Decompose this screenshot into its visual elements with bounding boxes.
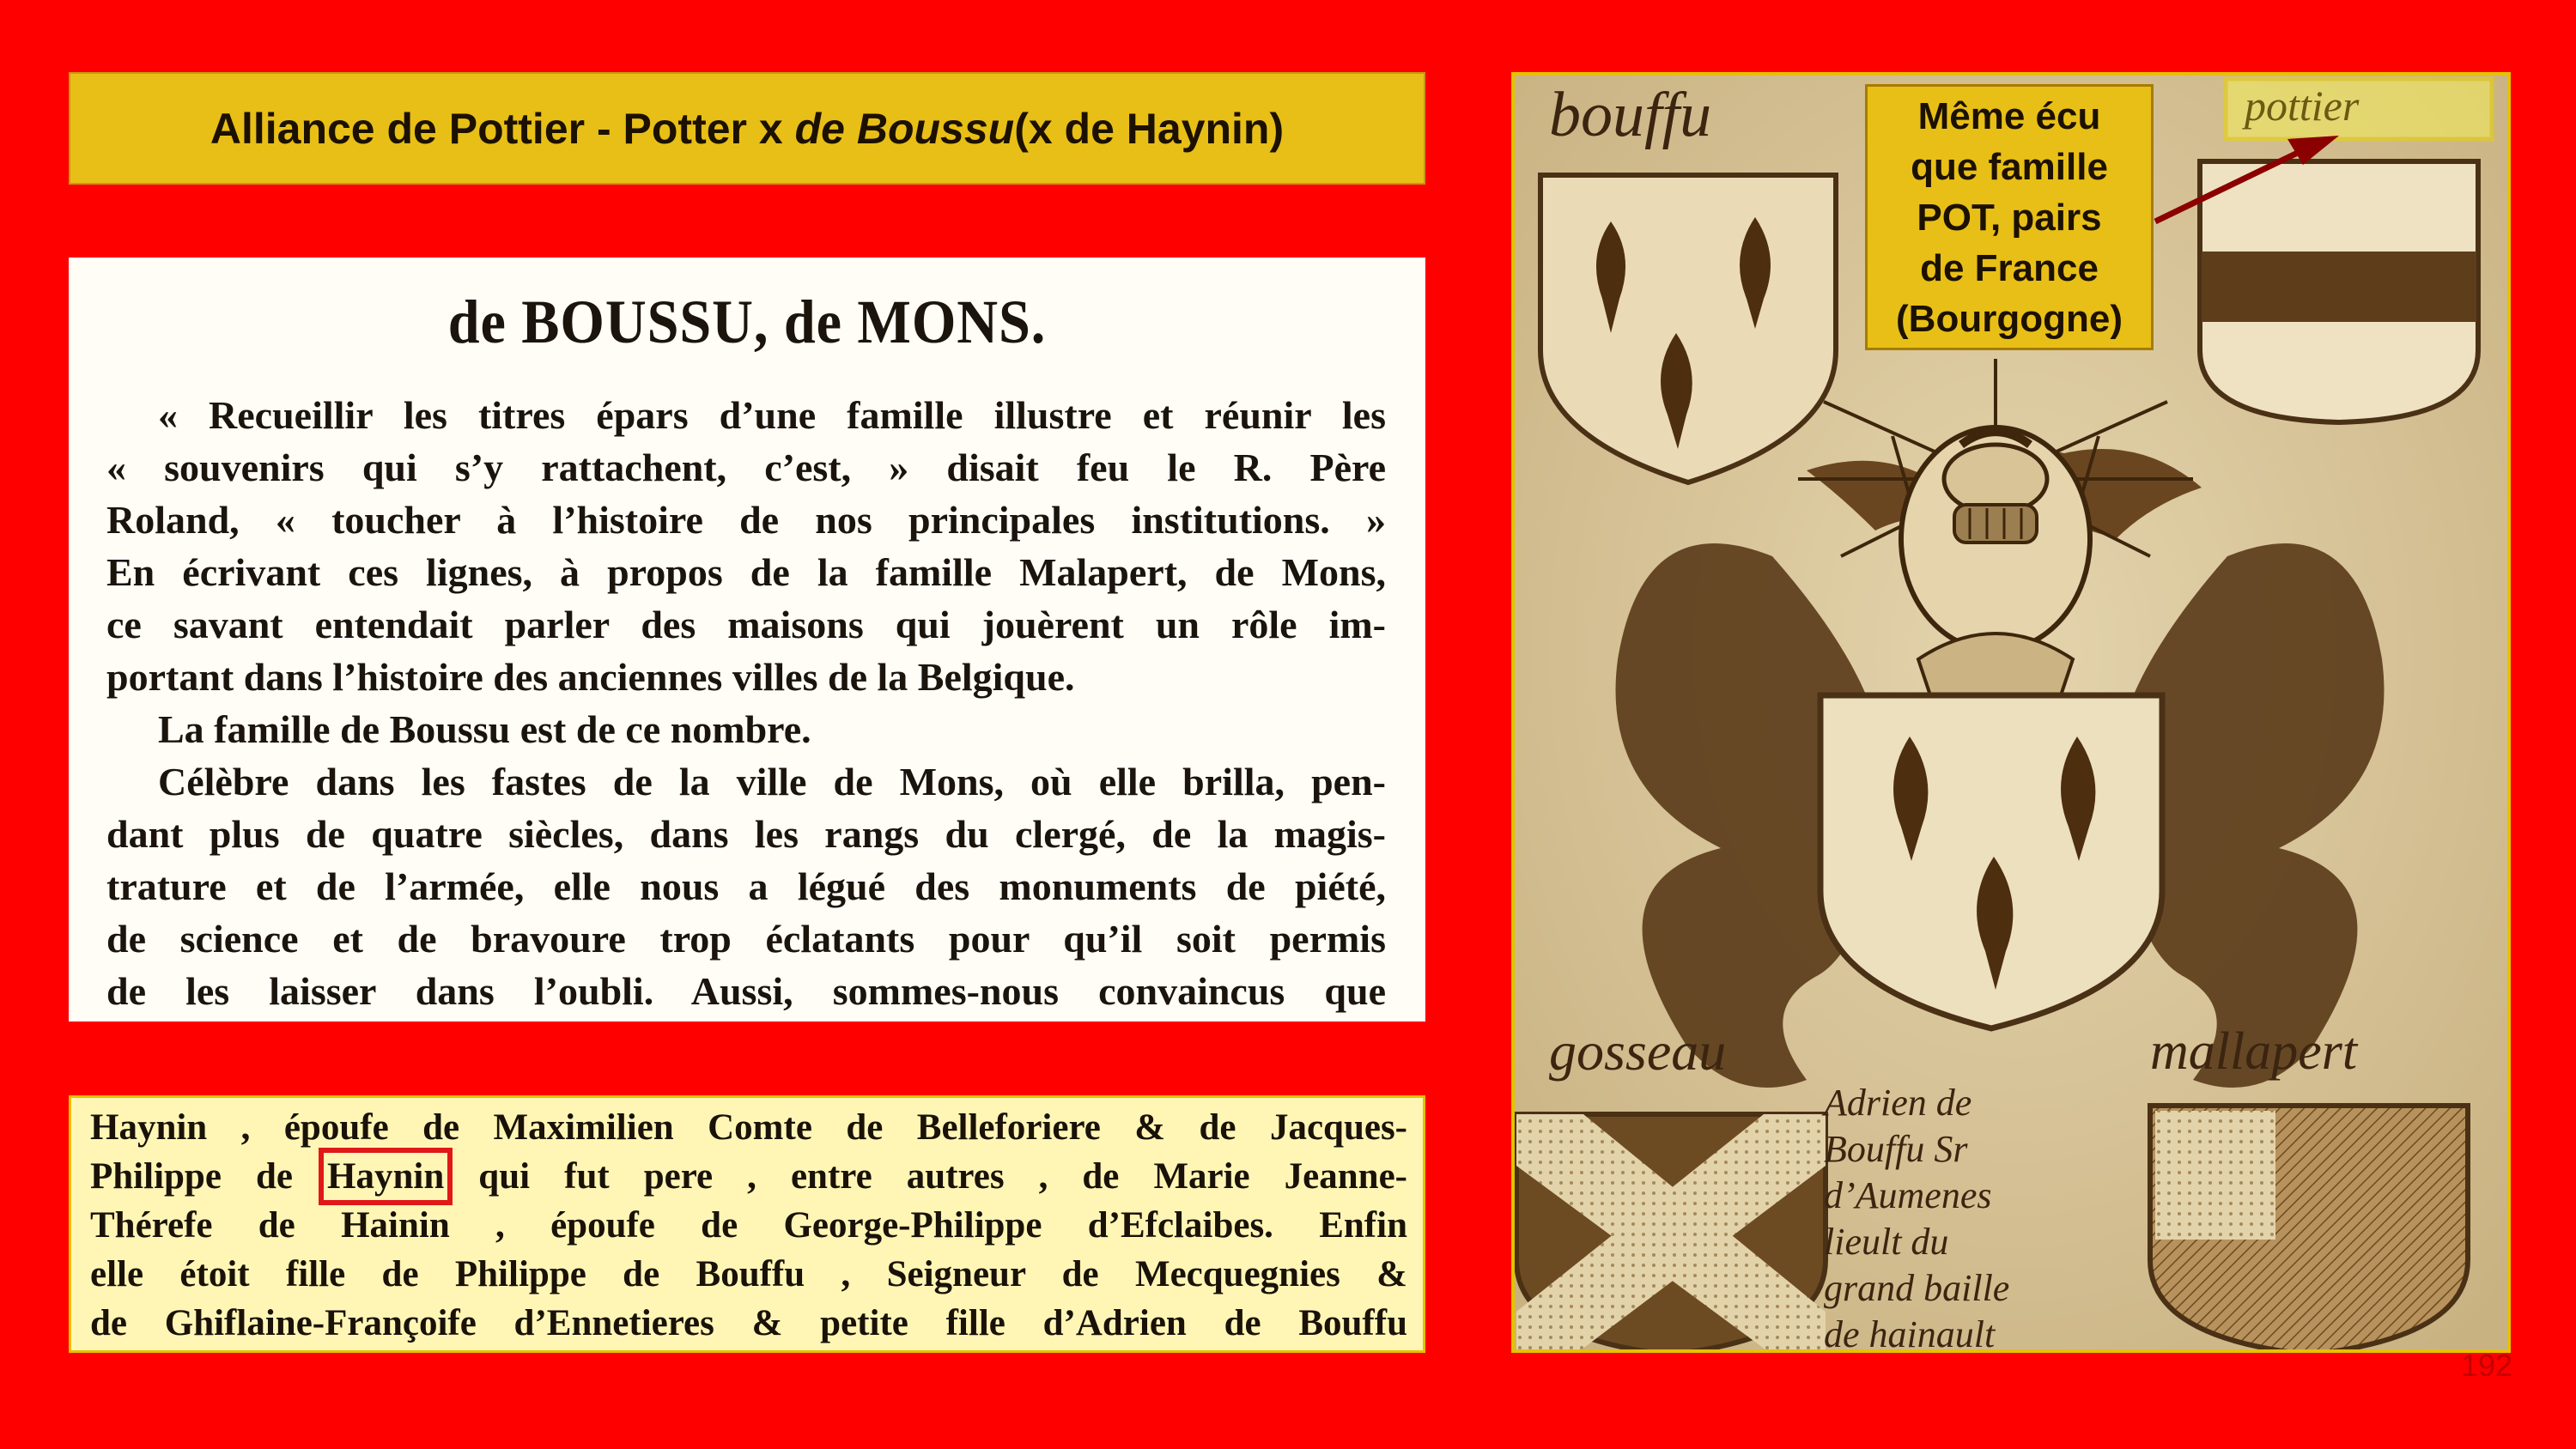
excerpt-body [69, 358, 1425, 1017]
snippet-line: de Ghiflaine-Françoife d’Ennetieres & petite fille d’Adrien de Bouffu [90, 1303, 1407, 1343]
note-line: de France [1920, 246, 2099, 289]
excerpt-line: Roland, « toucher à l’histoire de nos principales institutions. » [106, 498, 1386, 542]
snippet-text: qui fut pere , entre autres , de Marie Jeanne- [444, 1156, 1408, 1197]
gosseau-shield [1516, 1114, 1826, 1353]
old-print-snippet [69, 1095, 1425, 1353]
page-number: 192 [2461, 1348, 2513, 1383]
inscription-adrien [1824, 1080, 2009, 1353]
excerpt-line: ce savant entendait parler des maisons qui jouèrent un rôle im- [106, 603, 1386, 646]
excerpt-heading: de BOUSSU, de MONS. [447, 288, 1047, 356]
inscription-line: Bouffu Sr [1824, 1128, 1968, 1170]
book-excerpt [69, 258, 1425, 1022]
label-pottier: pottier [2245, 82, 2360, 130]
excerpt-line: « Recueillir les titres épars d’une famille illustre et réunir les [158, 393, 1386, 437]
mallapert-shield [2150, 1106, 2468, 1353]
snippet-line: Thérefe de Hainin , époufe de George-Philippe d’Efclaibes. Enfin [90, 1205, 1407, 1246]
snippet-text: Philippe de [90, 1156, 328, 1197]
inscription-line: de hainault [1824, 1313, 1996, 1353]
annotation-note [1865, 84, 2154, 350]
label-mallapert: mallapert [2150, 1022, 2358, 1081]
excerpt-line: de les laisser dans l’oubli. Aussi, sommes-nous convaincus que [106, 969, 1386, 1013]
inscription-line: Adrien de [1824, 1082, 1972, 1124]
slide-title [69, 72, 1425, 185]
excerpt-line: portant dans l’histoire des anciennes villes de la Belgique. [106, 655, 1075, 699]
title-italic: de Boussu [794, 104, 1015, 153]
title-before: Alliance de Pottier - Potter x [210, 104, 783, 153]
excerpt-line: dant plus de quatre siècles, dans les rangs du clergé, de la magis- [106, 812, 1386, 856]
title-after: (x de Haynin) [1014, 104, 1285, 153]
note-line: (Bourgogne) [1896, 297, 2123, 340]
excerpt-line: La famille de Boussu est de ce nombre. [158, 707, 811, 751]
snippet-line: Haynin , époufe de Maximilien Comte de Belleforiere & de Jacques- [90, 1107, 1407, 1148]
excerpt-line: Célèbre dans les fastes de la ville de Mons, où elle brilla, pen- [158, 760, 1386, 803]
excerpt-line: trature et de l’armée, elle nous a légué des monuments de piété, [106, 864, 1386, 908]
pottier-shield [2200, 161, 2478, 422]
snippet-line: elle étoit fille de Philippe de Bouffu , Seigneur de Mecquegnies & [90, 1254, 1407, 1294]
inscription-line: d’Aumenes [1824, 1174, 1992, 1216]
inscription-line: grand baille [1824, 1267, 2010, 1309]
label-gosseau: gosseau [1549, 1021, 1727, 1082]
excerpt-line: « souvenirs qui s’y rattachent, c’est, » disait feu le R. Père [106, 446, 1386, 489]
excerpt-line: En écrivant ces lignes, à propos de la famille Malapert, de Mons, [106, 550, 1386, 594]
inscription-line: lieult du [1824, 1221, 1949, 1263]
highlighted-haynin: Haynin [327, 1156, 445, 1197]
note-line: Même écu [1917, 94, 2101, 137]
note-line: que famille [1911, 145, 2108, 188]
snippet-line [90, 1152, 1407, 1201]
label-boussu: bouffu [1549, 80, 1712, 150]
excerpt-line: de science et de bravoure trop éclatants pour qu’il soit permis [106, 917, 1386, 961]
central-shield [1820, 695, 2162, 1028]
note-line: POT, pairs [1917, 196, 2102, 239]
